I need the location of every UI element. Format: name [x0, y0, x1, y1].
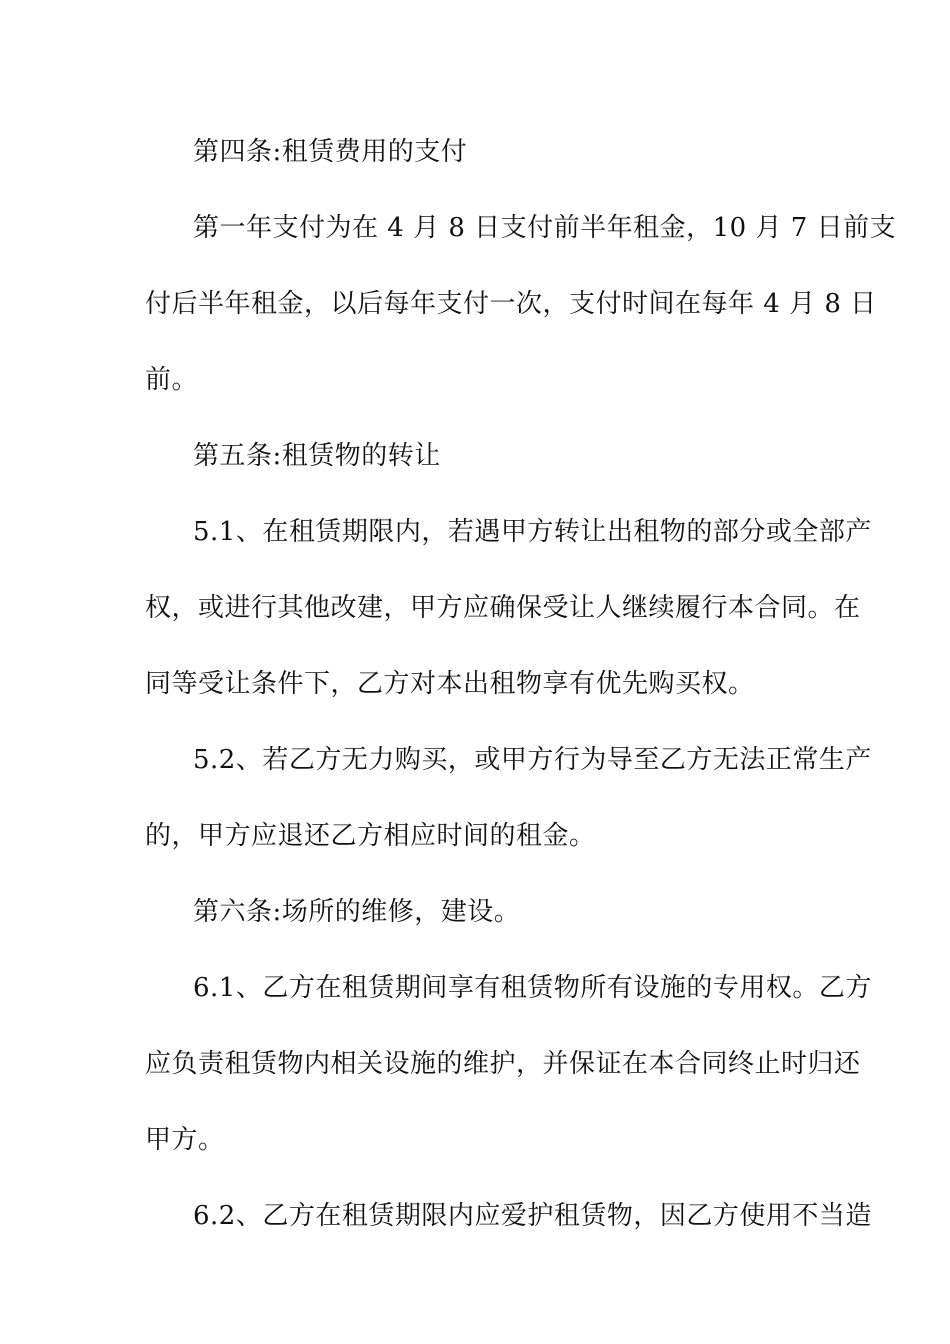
paragraph-line: 5.1、在租赁期限内，若遇甲方转让出租物的部分或全部产 [193, 517, 872, 547]
article-6-heading: 第六条:场所的维修，建设。 [193, 897, 521, 927]
paragraph-line: 同等受让条件下，乙方对本出租物享有优先购买权。 [145, 669, 755, 699]
paragraph-line: 第一年支付为在 4 月 8 日支付前半年租金，10 月 7 日前支 [193, 213, 897, 243]
paragraph-line: 应负责租赁物内相关设施的维护，并保证在本合同终止时归还 [145, 1049, 861, 1079]
paragraph-line: 6.1、乙方在租赁期间享有租赁物所有设施的专用权。乙方 [193, 973, 872, 1003]
paragraph-line: 的，甲方应退还乙方相应时间的租金。 [145, 821, 596, 851]
paragraph-line: 前。 [145, 365, 199, 395]
paragraph-line: 权，或进行其他改建，甲方应确保受让人继续履行本合同。在 [145, 593, 861, 623]
paragraph-line: 5.2、若乙方无力购买，或甲方行为导至乙方无法正常生产 [193, 745, 872, 775]
article-5-heading: 第五条:租赁物的转让 [193, 441, 441, 471]
paragraph-line: 付后半年租金，以后每年支付一次，支付时间在每年 4 月 8 日 [145, 289, 877, 319]
article-4-heading: 第四条:租赁费用的支付 [193, 137, 468, 167]
paragraph-line: 甲方。 [145, 1125, 225, 1155]
paragraph-line: 6.2、乙方在租赁期限内应爱护租赁物，因乙方使用不当造 [193, 1201, 872, 1231]
